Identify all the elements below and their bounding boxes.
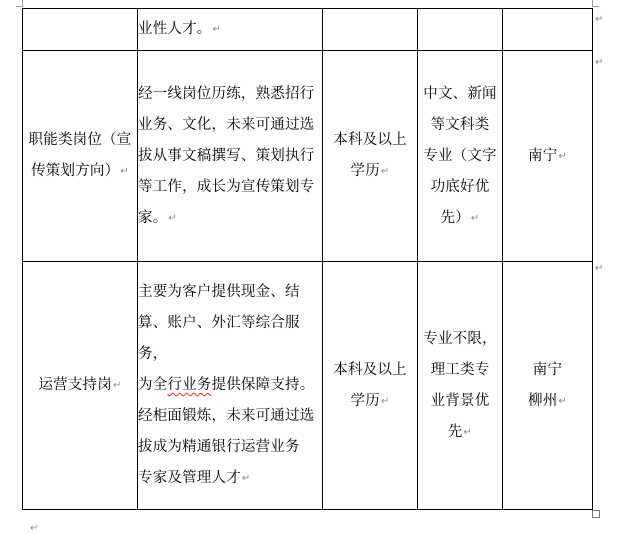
education-cell[interactable]: 本科及以上 学历↵ bbox=[323, 262, 418, 510]
row-end-mark-icon: ↵ bbox=[595, 263, 604, 274]
location-cell[interactable] bbox=[503, 9, 593, 51]
education-cell[interactable]: 本科及以上 学历↵ bbox=[323, 51, 418, 262]
location-cell[interactable]: 南宁↵ bbox=[503, 51, 593, 262]
major-cell[interactable]: 中文、新闻 等文科类 专业（文字 功底好优 先）↵ bbox=[418, 51, 503, 262]
paragraph-mark-icon: ↵ bbox=[30, 523, 39, 534]
table-row bbox=[23, 262, 593, 510]
table-row bbox=[23, 51, 593, 262]
description-cell[interactable]: 主要为客户提供现金、结 算、账户、外汇等综合服务， 为全行业务提供保障支持。 经柜面锻炼，未来可通过选 拔成为精通银行运营业务 专家及管理人才↵ bbox=[138, 262, 323, 510]
paragraph-mark-icon: ↵ bbox=[168, 212, 177, 224]
row-end-mark-icon: ↵ bbox=[595, 57, 604, 68]
description-cell[interactable]: 经一线岗位历练，熟悉招行 业务、文化，未来可通过选 拔从事文稿撰写、策划执行 等工作，成长为宣传策划专 家。↵ bbox=[138, 51, 323, 262]
paragraph-mark-icon: ↵ bbox=[558, 150, 567, 162]
table-row bbox=[23, 9, 593, 51]
paragraph-mark-icon: ↵ bbox=[558, 395, 567, 407]
paragraph-mark-icon: ↵ bbox=[241, 473, 251, 484]
margin-corner-mark-right bbox=[592, 0, 599, 7]
description-cell[interactable]: 业性人才。↵ bbox=[138, 9, 323, 51]
paragraph-mark-icon: ↵ bbox=[380, 166, 390, 177]
position-cell[interactable]: 职能类岗位（宣传策划方向）↵ bbox=[23, 51, 138, 262]
spellcheck-underline: 行业务 bbox=[167, 377, 212, 393]
paragraph-mark-icon: ↵ bbox=[470, 212, 480, 224]
recruitment-table bbox=[22, 8, 593, 510]
margin-corner-mark-left bbox=[16, 0, 23, 7]
paragraph-mark-icon: ↵ bbox=[212, 24, 222, 35]
education-cell[interactable] bbox=[323, 9, 418, 51]
position-cell[interactable]: 运营支持岗↵ bbox=[23, 262, 138, 510]
major-cell[interactable] bbox=[418, 9, 503, 51]
paragraph-mark-icon: ↵ bbox=[112, 380, 122, 391]
table-resize-handle[interactable] bbox=[592, 510, 600, 518]
paragraph-mark-icon: ↵ bbox=[120, 166, 129, 177]
spellcheck-text: 为全行业务提供保障支持。 bbox=[138, 377, 315, 393]
position-cell[interactable] bbox=[23, 9, 138, 51]
paragraph-mark-icon: ↵ bbox=[463, 426, 473, 438]
location-cell[interactable]: 南宁 柳州↵ bbox=[503, 262, 593, 510]
paragraph-mark-icon: ↵ bbox=[380, 395, 390, 407]
major-cell[interactable]: 专业不限， 理工类专 业背景优 先↵ bbox=[418, 262, 503, 510]
row-end-mark-icon: ↵ bbox=[595, 14, 604, 25]
